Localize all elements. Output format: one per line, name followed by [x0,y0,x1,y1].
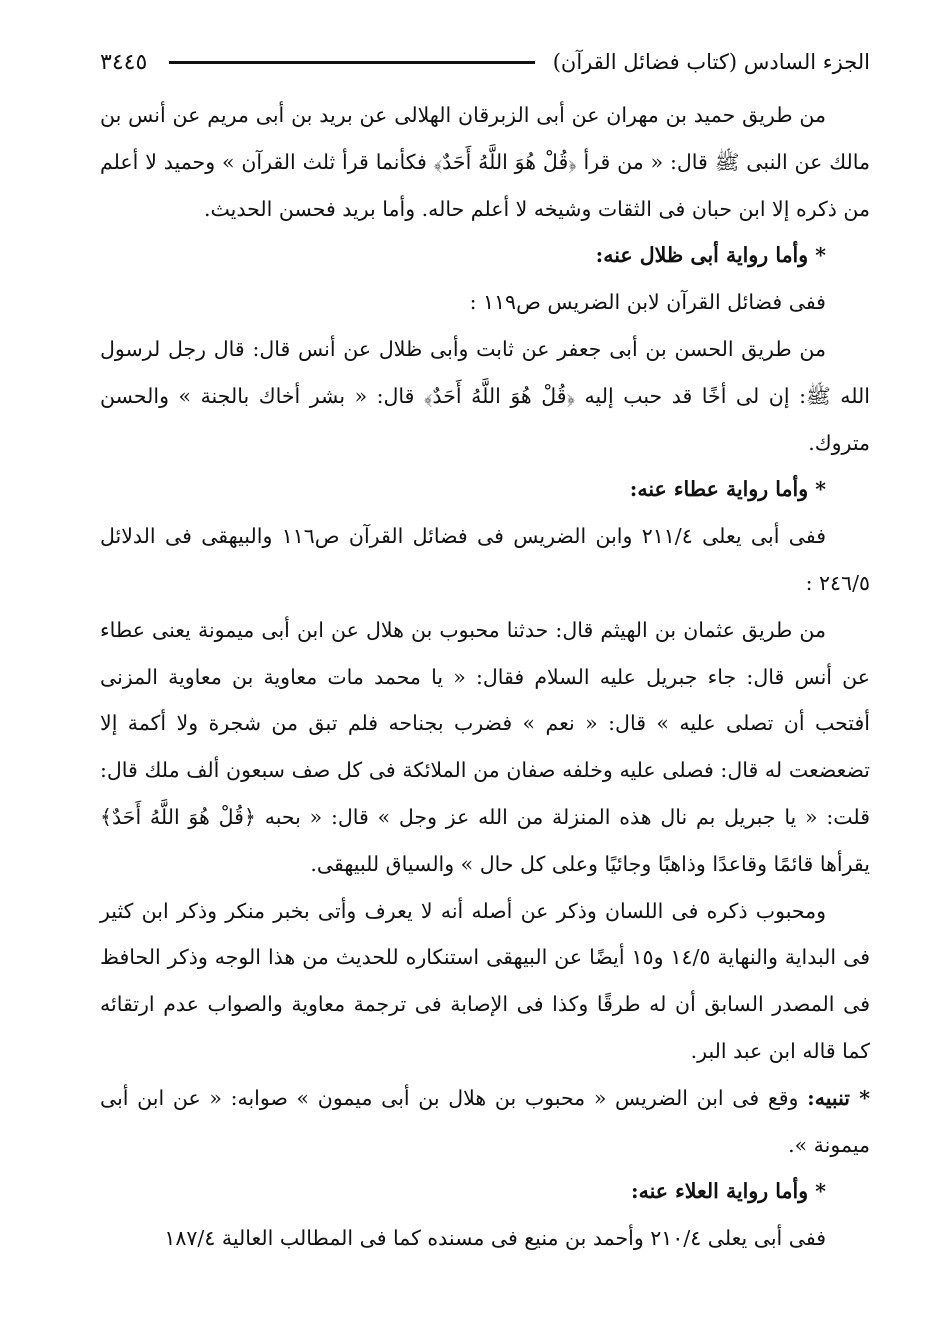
page-body [100,92,870,1262]
page-number: ٣٤٤٥ [100,49,148,75]
source-ibn-durays: ففى فضائل القرآن لابن الضريس ص١١٩ : [469,290,826,315]
note-text: وقع فى ابن الضريس « محبوب بن هلال بن أبى ميمون » صوابه: « عن ابن أبى ميمونة ». [100,1085,870,1157]
paragraph-uthman-route: من طريق عثمان بن الهيثم قال: حدثنا محبوب بن هلال عن ابن أبى ميمونة يعنى عطاء عن أنس قال: جاء جبريل عليه السلام فقال: « يا محمد مات معاوية بن معاوية المزنى أفتحب أن تصلى عليه » قال: « نعم » فضرب بجناحه فلم تبق من شجرة ولا أكمة إلا تضعضعت له قال: فصلى عليه وخلفه صفان من الملائكة فى كل صف سبعون ألف ملك قال: قلت: « يا جبريل بم نال هذه المنزلة من الله عز وجل » قال: « بحبه ﴿قُلْ هُوَ اللَّهُ أَحَدٌ﴾ يقرأها قائمًا وقاعدًا وذاهبًا وجائيًا وعلى كل حال » والسياق للبيهقى. [100,617,870,876]
note-paragraph [100,1075,870,1169]
heading-alaa: * وأما رواية العلاء عنه: [631,1179,826,1204]
paragraph-hasan-route: من طريق الحسن بن أبى جعفر عن ثابت وأبى ظلال عن أنس قال: قال رجل لرسول الله ﷺ: إن لى أخًا قد حبب إليه ﴿قُلْ هُوَ اللَّهُ أَحَدٌ﴾ قال: « بشر أخاك بالجنة » والحسن متروك. [100,336,870,455]
paragraph-ata-sources: ففى أبى يعلى ٢١١/٤ وابن الضريس فى فضائل القرآن ص١١٦ والبيهقى فى الدلائل ٢٤٦/٥ : [100,524,870,595]
heading-ata: * وأما رواية عطاء عنه: [629,477,826,502]
paragraph-humaid-route: من طريق حميد بن مهران عن أبى الزبرقان الهلالى عن بريد بن أبى مريم عن أنس بن مالك عن النبى ﷺ قال: « من قرأ ﴿قُلْ هُوَ اللَّهُ أَحَدٌ﴾ فكأنما قرأ ثلث القرآن » وحميد لا أعلم من ذكره إلا ابن حبان فى الثقات وشيخه لا أعلم حاله. وأما بريد فحسن الحديث. [100,103,870,221]
paragraph-alaa-sources: ففى أبى يعلى ٢١٠/٤ وأحمد بن منيع فى مسنده كما فى المطالب العالية ١٨٧/٤ [164,1226,826,1251]
paragraph-mahboob-commentary: ومحبوب ذكره فى اللسان وذكر عن أصله أنه لا يعرف وأتى بخبر منكر وذكر ابن كثير فى البداية والنهاية ١٤/٥ و١٥ أيضًا عن البيهقى استنكاره للحديث من هذا الوجه وذكر الحافظ فى المصدر السابق أن له طرقًا وكذا فى الإصابة فى ترجمة معاوية والصواب عدم ارتقائه كما قاله ابن عبد البر. [100,898,870,1063]
note-label: * تنبيه: [807,1085,870,1110]
header-rule [169,61,534,64]
page-header [100,44,870,80]
heading-abu-zilal: * وأما رواية أبى ظلال عنه: [595,243,826,268]
running-title: الجزء السادس (كتاب فضائل القرآن) [552,50,870,74]
